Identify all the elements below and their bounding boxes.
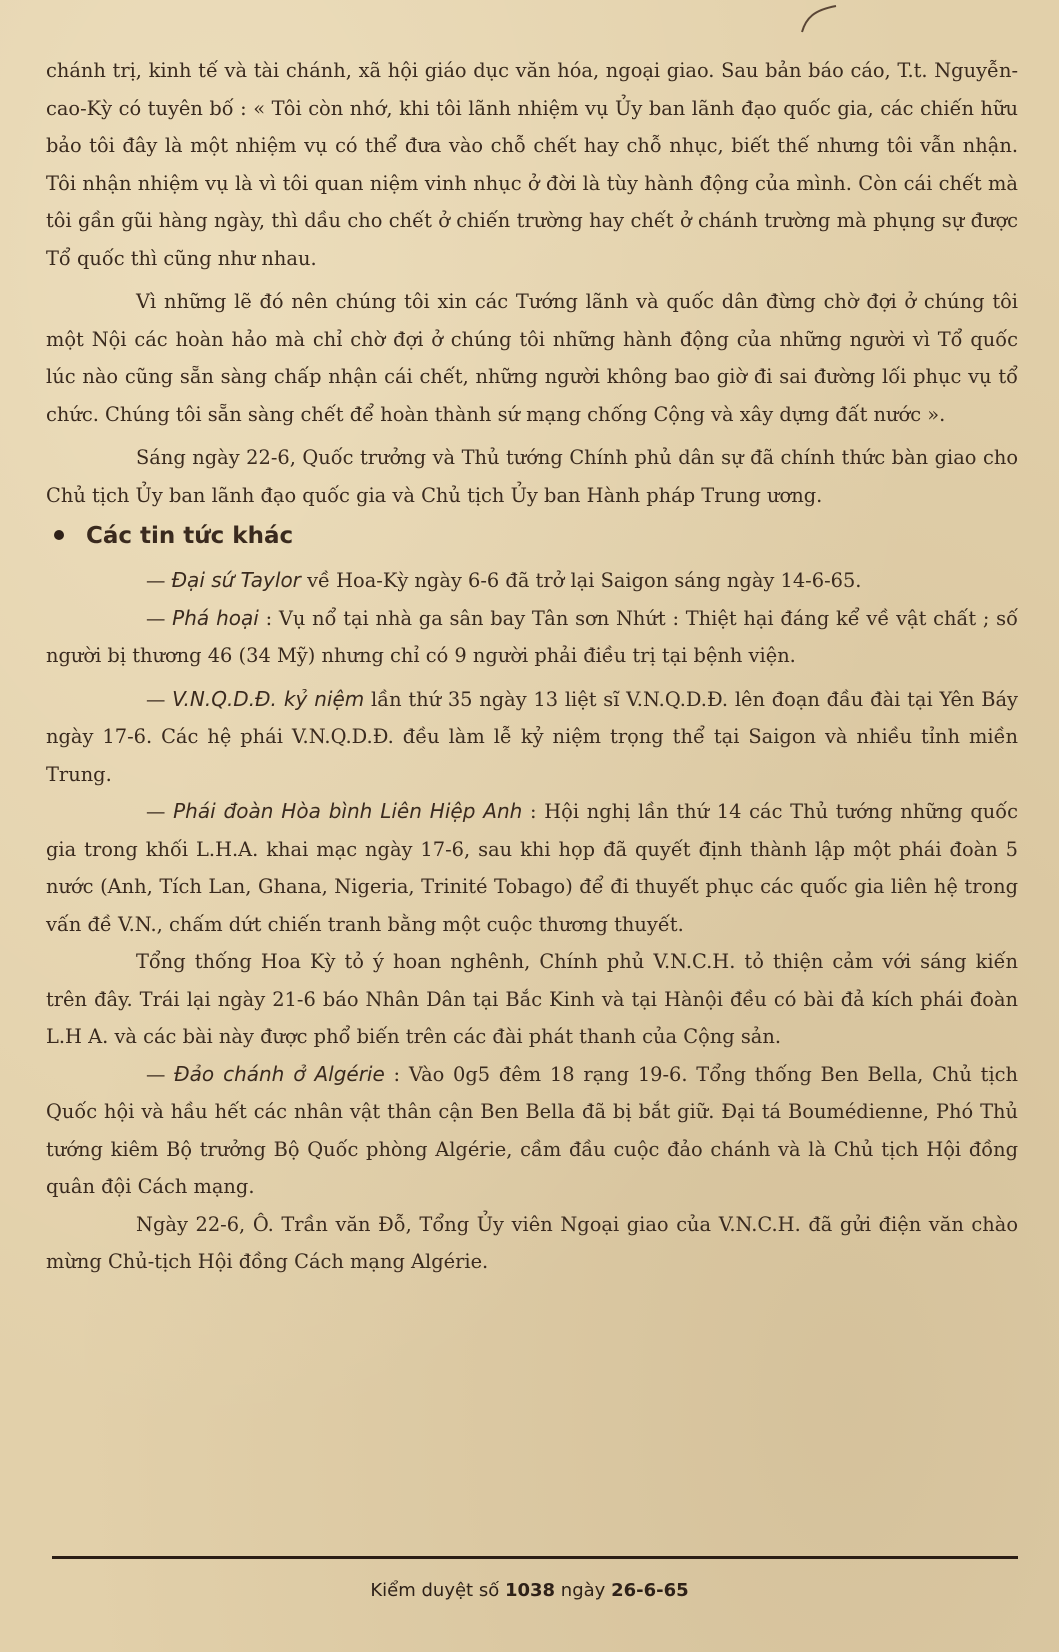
news-text: : Vụ nổ tại nhà ga sân bay Tân sơn Nhứt : Thiệt hại đáng kể về vật chất ; số người bị thương 46 (34 Mỹ) nhưng chỉ có 9 người phải điều trị tại bệnh viện.	[46, 606, 1018, 667]
news-item-vnqdd	[46, 681, 1018, 794]
news-dash: —	[146, 800, 174, 823]
paragraph-handover: Sáng ngày 22-6, Quốc trưởng và Thủ tướng Chính phủ dân sự đã chính thức bàn giao cho Chủ tịch Ủy ban lãnh đạo quốc gia và Chủ tịch Ủy ban Hành pháp Trung ương.	[46, 446, 1018, 507]
censorship-footer	[0, 1580, 1059, 1601]
footer-prefix: Kiểm duyệt số	[370, 1580, 500, 1601]
news-title: Phá hoại	[172, 605, 259, 630]
news-title: V.N.Q.D.Đ. kỷ niệm	[172, 686, 365, 711]
footer-date: 26-6-65	[611, 1580, 689, 1601]
news-text: : Hội nghị lần thứ 14 các Thủ tướng những quốc gia trong khối L.H.A. khai mạc ngày 17-6, sau khi họp đã quyết định thành lập một phái đoàn 5 nước (Anh, Tích Lan, Ghana, Nigeria, Trinité Tobago) để đi thuyết phục các quốc gia liên hệ trong vấn đề V.N., chấm dứt chiến tranh bằng một cuộc thương thuyết.	[46, 800, 1019, 936]
news-dash: —	[146, 687, 173, 711]
news-text: về Hoa-Kỳ ngày 6-6 đã trở lại Saigon sáng ngày 14-6-65.	[300, 569, 862, 592]
news-item-taylor	[46, 562, 1018, 600]
news-text: : Vào 0g5 đêm 18 rạng 19-6. Tổng thống Ben Bella, Chủ tịch Quốc hội và hầu hết các nhân vật thân cận Ben Bella đã bị bắt giữ. Đại tá Boumédienne, Phó Thủ tướng kiêm Bộ trưởng Bộ Quốc phòng Algérie, cầm đầu cuộc đảo chánh và là Chủ tịch Hội đồng quân đội Cách mạng.	[46, 1062, 1018, 1198]
footer-mid: ngày	[560, 1580, 606, 1601]
section-heading	[54, 518, 1018, 554]
paragraph-cabinet: Vì những lẽ đó nên chúng tôi xin các Tướng lãnh và quốc dân đừng chờ đợi ở chúng tôi một Nội các hoàn hảo mà chỉ chờ đợi ở chúng tôi những hành động của những người vì Tổ quốc lúc nào cũng sẵn sàng chấp nhận cái chết, những người không bao giờ đi sai đường lối phục vụ tổ chức. Chúng tôi sẵn sàng chết để hoàn thành sứ mạng chống Cộng và xây dựng đất nước ».	[46, 290, 1018, 426]
news-text: lần thứ 35 ngày 13 liệt sĩ V.N.Q.D.Đ. lên đoạn đầu đài tại Yên Báy ngày 17-6. Các hệ phái V.N.Q.D.Đ. đều làm lễ kỷ niệm trọng thể tại Saigon và nhiều tỉnh miền Trung.	[46, 687, 1018, 786]
news-dash: —	[146, 569, 172, 592]
news-title: Đại sứ Taylor	[171, 568, 301, 592]
paragraph-statement: chánh trị, kinh tế và tài chánh, xã hội giáo dục văn hóa, ngoại giao. Sau bản báo cáo, T.t. Nguyễn-cao-Kỳ có tuyên bố : « Tôi còn nhớ, khi tôi lãnh nhiệm vụ Ủy ban lãnh đạo quốc gia, các chiến hữu bảo tôi đây là một nhiệm vụ có thể đưa vào chỗ chết hay chỗ nhục, biết thế nhưng tôi vẫn nhận. Tôi nhận nhiệm vụ là vì tôi quan niệm vinh nhục ở đời là tùy hành động của mình. Còn cái chết mà tôi gần gũi hàng ngày, thì dầu cho chết ở chiến trường hay chết ở chánh trường mà phụng sự được Tổ quốc thì cũng như nhau.	[46, 59, 1018, 270]
news-dash: —	[146, 1062, 175, 1086]
footer-number: 1038	[504, 1580, 556, 1601]
news-dash: —	[146, 606, 173, 630]
section-heading-text: Các tin tức khác	[86, 523, 294, 549]
news-item-algeria	[46, 1056, 1018, 1206]
bullet-icon	[54, 530, 64, 540]
article-body	[46, 52, 1018, 1281]
news-item-commonwealth	[46, 793, 1018, 943]
footer-rule	[52, 1556, 1018, 1559]
paragraph-reactions: Tổng thống Hoa Kỳ tỏ ý hoan nghênh, Chính phủ V.N.C.H. tỏ thiện cảm với sáng kiến trên đây. Trái lại ngày 21-6 báo Nhân Dân tại Bắc Kinh và tại Hànội đều có bài đả kích phái đoàn L.H A. và các bài này được phổ biến trên các đài phát thanh của Cộng sản.	[46, 950, 1018, 1048]
paragraph-telegram: Ngày 22-6, Ô. Trần văn Đỗ, Tổng Ủy viên Ngoại giao của V.N.C.H. đã gửi điện văn chào mừng Chủ-tịch Hội đồng Cách mạng Algérie.	[46, 1212, 1018, 1273]
pen-mark	[800, 4, 840, 34]
news-title: Phái đoàn Hòa bình Liên Hiệp Anh	[173, 799, 523, 823]
news-title: Đảo chánh ở Algérie	[174, 1061, 385, 1086]
news-item-sabotage	[46, 600, 1018, 675]
